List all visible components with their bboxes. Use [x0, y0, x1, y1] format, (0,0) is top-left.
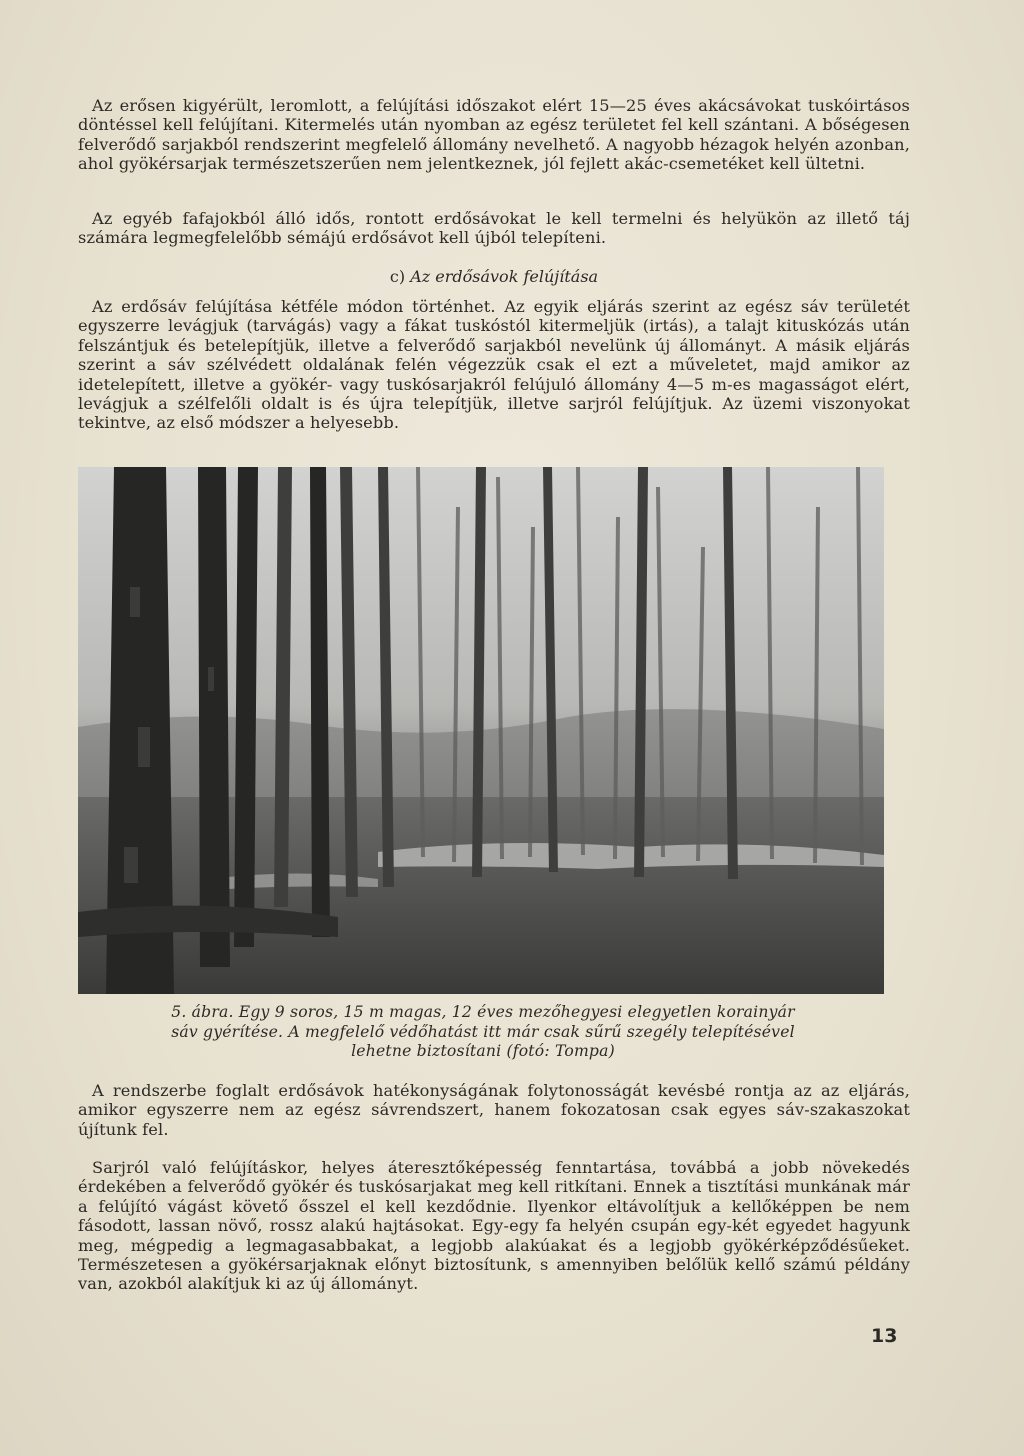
section-heading-letter: c) [389, 267, 406, 286]
paragraph-3-text: Az erdősáv felújítása kétféle módon történhet. Az egyik eljárás szerint az egész sáv területét egyszerre levágjuk (tarvágás) vagy a fákat tuskóstól kitermeljük (irtás), a talajt kituskózás után felszántjuk és betelepítjük, illetve a felverődő sarjakból nevelünk új állományt. A másik eljárás szerint a sáv szélvédett oldalának felén végezzük csak el ezt a műveletet, majd amikor az idetelepített, illetve a gyökér- vagy tuskósarjakról felújuló állomány 4—5 m-es magasságot elért, levágjuk a szélfelőli oldalt is és újra telepítjük, illetve sarjról felújítjuk. Az üzemi viszonyokat tekintve, az első módszer a helyesebb. [78, 297, 910, 433]
forest-photo-image [78, 467, 884, 994]
paragraph-1 [78, 96, 910, 174]
paragraph-4-text: A rendszerbe foglalt erdősávok hatékonyságának folytonosságát kevésbé rontja az az eljárás, amikor egyszerre nem az egész sávrendszert, hanem fokozatosan csak egyes sáv-szakaszokat újítunk fel. [78, 1081, 910, 1139]
page-number: 13 [871, 1325, 898, 1347]
section-heading [78, 267, 910, 286]
paragraph-1-text: Az erősen kigyérült, leromlott, a felújítási időszakot elért 15—25 éves akácsávokat tuskóirtásos döntéssel kell felújítani. Kitermelés után nyomban az egész területet fel kell szántani. A bőségesen felverődő sarjakból rendszerint megfelelő állomány nevelhető. A nagyobb hézagok helyén azonban, ahol gyökérsarjak természetszerűen nem jelentkeznek, jól fejlett akác-csemetéket kell ültetni. [78, 96, 910, 174]
caption-line-2: sáv gyérítése. A megfelelő védőhatást itt már csak sűrű szegély telepítésével [171, 1022, 795, 1041]
paragraph-4 [78, 1081, 910, 1139]
forest-photo [78, 467, 884, 994]
figure-caption [78, 1003, 888, 1062]
paragraph-2 [78, 209, 910, 248]
section-heading-text: Az erdősávok felújítása [410, 267, 599, 286]
paragraph-5 [78, 1158, 910, 1294]
paragraph-2-text: Az egyéb fafajokból álló idős, rontott erdősávokat le kell termelni és helyükön az illető táj számára legmegfelelőbb sémájú erdősávot kell újból telepíteni. [78, 209, 910, 248]
paragraph-3 [78, 297, 910, 433]
paragraph-5-text: Sarjról való felújításkor, helyes áteresztőképesség fenntartása, továbbá a jobb növekedés érdekében a felverődő gyökér és tuskósarjakat meg kell ritkítani. Ennek a tisztítási munkának már a felújító vágást követő ősszel el kell kezdődnie. Ilyenkor eltávolítjuk a kellőképpen be nem fásodott, lassan növő, rossz alakú hajtásokat. Egy-egy fa helyén csupán egy-két egyedet hagyunk meg, mégpedig a legmagasabbakat, a legjobb alakúakat és a legjobb gyökérképződésűeket. Természetesen a gyökérsarjaknak előnyt biztosítunk, s amennyiben belőlük kellő számú példány van, azokból alakítjuk ki az új állományt. [78, 1158, 910, 1294]
caption-line-3: lehetne biztosítani (fotó: Tompa) [351, 1042, 615, 1061]
caption-line-1: 5. ábra. Egy 9 soros, 15 m magas, 12 éves mezőhegyesi elegyetlen korainyár [171, 1003, 795, 1021]
